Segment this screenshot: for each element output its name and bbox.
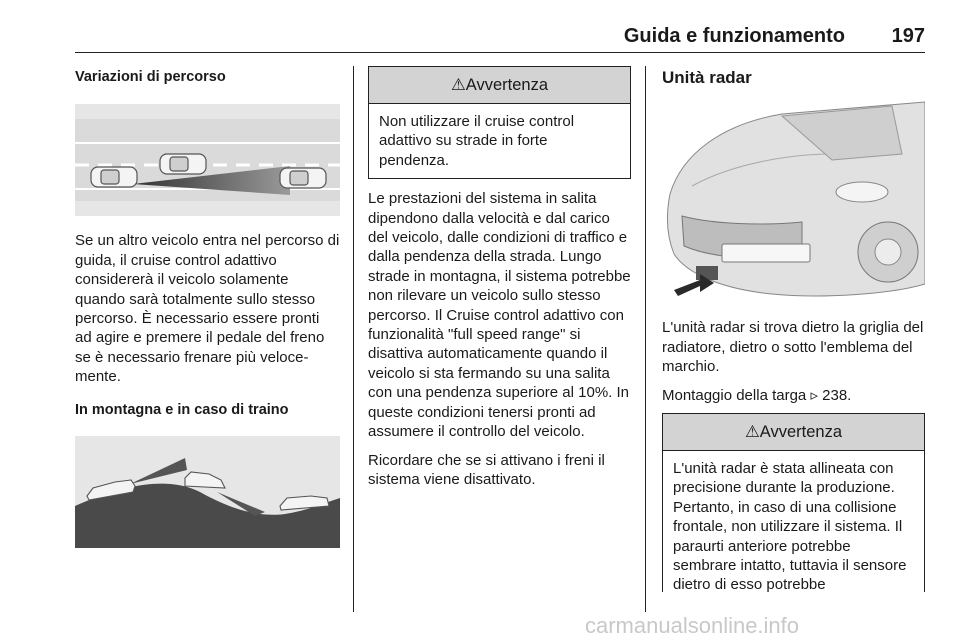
license-mount-label: Montaggio della targa	[662, 386, 807, 404]
column-separator-right	[645, 66, 646, 612]
radar-unit-heading: Unità radar	[662, 68, 752, 87]
left-column	[75, 66, 340, 548]
warning-box-radar	[662, 413, 925, 592]
watermark: carmanualsonline.info	[585, 613, 800, 638]
warning-box-slope	[368, 66, 631, 179]
radar-sensor	[696, 266, 718, 280]
reference-arrow-icon: ▹	[810, 386, 818, 404]
warning-title: Avvertenza	[759, 423, 843, 442]
page-header-title: Guida e funzionamento	[623, 25, 845, 47]
license-mount-page: 238.	[822, 386, 852, 404]
car-merging	[160, 154, 206, 174]
car-wheel-hub	[875, 239, 901, 265]
section-title-mountain-towing: In montagna e in caso di traino	[75, 401, 289, 418]
warning-triangle-icon: ⚠	[744, 423, 760, 442]
license-mount-ref[interactable]	[662, 386, 925, 405]
radar-location-text: L'unità radar si trova dietro la griglia del radiatore, dietro o sotto l'emblema del marchio.	[662, 319, 924, 376]
middle-column	[368, 66, 631, 498]
car-ahead	[280, 168, 326, 188]
warning-header	[369, 67, 630, 104]
warning-header	[663, 414, 924, 451]
section-title-route-changes: Variazioni di percorso	[75, 69, 226, 85]
car-headlight	[836, 182, 888, 202]
warning-text: Non utilizzare il cruise control adattivo su strade in forte pendenza.	[379, 113, 575, 169]
page-number: 197	[891, 25, 925, 47]
hill-car-2	[185, 472, 225, 488]
column-separator-left	[353, 66, 354, 612]
hill-figure	[75, 436, 340, 548]
warning-title: Avvertenza	[465, 76, 549, 94]
header-rule	[75, 52, 925, 53]
license-plate	[722, 244, 810, 262]
road-edge-top	[75, 142, 340, 144]
brake-deactivation-text: Ricordare che se si attivano i freni il sistema viene disattivato.	[368, 451, 605, 488]
radar-car-figure	[662, 94, 925, 306]
lane-change-figure	[75, 104, 340, 216]
warning-text: L'unità radar è stata allineata con precisione durante la produzione. Pertanto, in caso di una collisione frontale, non utilizzare il sistema. Il paraurti anteriore potrebbe sembrare intatto, tuttavia il sensore dietro di esso potrebbe	[673, 460, 907, 594]
route-changes-text: Se un altro veicolo entra nel percorso di guida, il cruise control adattivo considererà il veicolo solamente quando sarà totalmente sullo stesso percorso. È necessario essere pronti ad agire e premere il pedale del freno se è necessario frenare più velocemente.	[75, 232, 340, 386]
car-own	[91, 167, 137, 187]
hill-beam-1	[130, 458, 187, 484]
warning-triangle-icon: ⚠	[450, 76, 466, 94]
uphill-performance-text: Le prestazioni del sistema in salita dipendono dalla velocità e dal carico del veicolo, dalle condizioni di traffico e dalla pendenza della strada. Lungo strade in montagna, il sistema potrebbe non rilevare un veicolo sullo stesso percorso. Il Cruise control adattivo con funzionalità "full speed range" si disattiva automaticamente quando il veicolo si sta fermando su una salita con una pendenza superiore al 10%. In queste condizioni tenersi pronti ad assumere il controllo del veicolo.	[368, 190, 631, 441]
right-column	[662, 66, 925, 592]
